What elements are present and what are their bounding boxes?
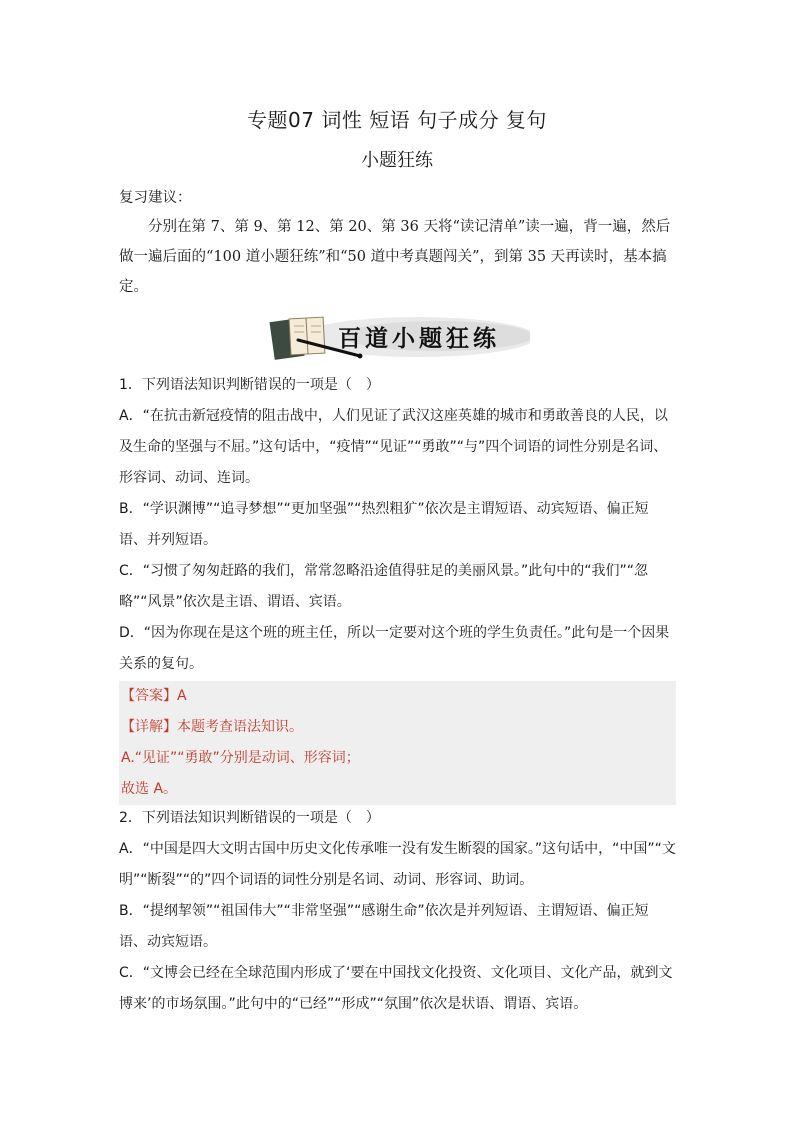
q2-option-b: B．“提纲挈领”“祖国伟大”“非常坚强”“感谢生命”依次是并列短语、主谓短语、偏正短语、动宾短语。 (119, 903, 649, 950)
page-subtitle: 小题狂练 (361, 150, 433, 171)
q1-option-c: C．“习惯了匆匆赶路的我们，常常忽略沿途值得驻足的美丽风景。”此句中的“我们”“忽略”“风景”依次是主语、谓语、宾语。 (119, 563, 649, 610)
banner-image (268, 312, 530, 362)
q2-stem: 2．下列语法知识判断错误的一项是（ ） (119, 810, 380, 826)
advice-text: 分别在第 7、第 9、第 12、第 20、第 36 天将“读记清单”读一遍，背一遍，然后做一遍后面的“100 道小题狂练”和“50 道中考真题闯关”，到第 35 天再读时，基本搞定。 (119, 219, 671, 295)
q1-stem: 1．下列语法知识判断错误的一项是（ ） (119, 377, 380, 393)
q1-answer: 【答案】A (121, 688, 187, 704)
question-1 (119, 370, 676, 805)
q1-option-d: D．“因为你现在是这个班的班主任，所以一定要对这个班的学生负责任。”此句是一个因果关系的复句。 (119, 625, 670, 672)
question-2 (119, 803, 676, 1020)
q2-option-c: C．“文博会已经在全球范围内形成了‘要在中国找文化投资、文化项目、文化产品，就到文博来’的市场氛围。”此句中的“已经”“形成”“氛围”依次是状语、谓语、宾语。 (119, 965, 673, 1012)
q1-detail: 【详解】本题考查语法知识。 (121, 719, 303, 735)
page-title: 专题07 词性 短语 句子成分 复句 (247, 108, 547, 132)
q2-option-a: A．“中国是四大文明古国中历史文化传承唯一没有发生断裂的国家。”这句话中，“中国”“文明”“断裂”“的”四个词语的词性分别是名词、动词、形容词、助词。 (119, 841, 676, 888)
q1-option-a: A．“在抗击新冠疫情的阻击战中，人们见证了武汉这座英雄的城市和勇敢善良的人民，以及生命的坚强与不屈。”这句话中，“疫情”“见证”“勇敢”“与”四个词语的词性分别是名词、形容词、动词、连词。 (119, 408, 668, 486)
q1-answer-box (119, 681, 676, 805)
q1-option-b: B．“学识渊博”“追寻梦想”“更加坚强”“热烈粗犷”依次是主谓短语、动宾短语、偏正短语、并列短语。 (119, 501, 649, 548)
banner-label: 百道小题狂练 (338, 325, 500, 352)
advice-label: 复习建议： (119, 190, 192, 206)
q1-choose: 故选 A。 (121, 781, 178, 797)
q1-explain: A.“见证”“勇敢”分别是动词、形容词； (121, 750, 360, 766)
